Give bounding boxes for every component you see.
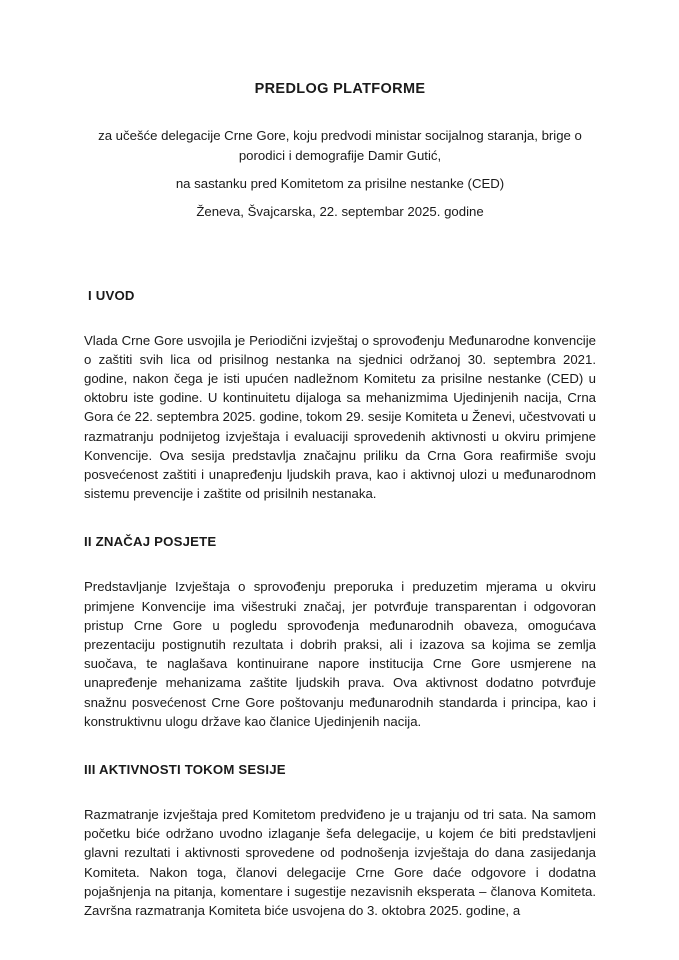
section-body-aktivnosti-tokom-sesije: Razmatranje izvještaja pred Komitetom predviđeno je u trajanju od tri sata. Na samom početku biće održano uvodno izlaganje šefa delegacije, u kojem će biti predstavljeni glavni rezultati i aktivnosti sprovedene od podnošenja izvještaja do dana zasijedanja Komiteta. Nakon toga, članovi delegacije Crne Gore daće odgovore i dodatna pojašnjenja na pitanja, komentare i sugestije nezavisnih eksperata – članova Komiteta. Završna razmatranja Komiteta biće usvojena do 3. oktobra 2025. godine, a [84,807,596,919]
document-title: PREDLOG PLATFORME [254,81,426,97]
section-body-uvod: Vlada Crne Gore usvojila je Periodični izvještaj o sprovođenju Međunarodne konvencije o zaštiti svih lica od prisilnog nestanka na sjednici održanoj 30. septembra 2021. godine, nakon čega je isti upućen nadležnom Komitetu za prisilne nestanke (CED) u oktobru iste godine. U kontinuitetu dijaloga sa mehanizmima Ujedinjenih nacija, Crna Gora će 22. septembra 2025. godine, tokom 29. sesije Komiteta u Ženevi, učestvovati u razmatranju podnijetog izvještaja i evaluaciji sprovedenih aktivnosti u okviru primjene Konvencije. Ova sesija predstavlja značajnu priliku da Crna Gora reafirmiše svoju posvećenost zaštiti i unapređenju ljudskih prava, kao i aktivnoj ulozi u međunarodnom sistemu prevencije i zaštite od prisilnih nestanaka. [84,332,596,502]
spacer-title-to-section-one [84,222,596,286]
section-heading-znacaj-posjete: II ZNAČAJ POSJETE [84,534,217,550]
section-heading-uvod: I UVOD [88,287,135,303]
spacer-heading-one-to-body [84,305,596,331]
section-heading-aktivnosti-tokom-sesije: III AKTIVNOSTI TOKOM SESIJE [84,762,286,778]
spacer-heading-three-to-body [84,779,596,805]
spacer-body-one-to-heading-two [84,503,596,532]
document-subtitle-block [84,126,596,222]
subtitle-line-meeting: na sastanku pred Komitetom za prisilne nestanke (CED) [175,175,505,191]
subtitle-line-delegation: za učešće delegacije Crne Gore, koju predvodi ministar socijalnog staranja, brige o porodici i demografije Damir Gutić, [98,127,582,163]
document-content [84,0,596,920]
spacer-heading-two-to-body [84,551,596,577]
section-body-znacaj-posjete: Predstavljanje Izvještaja o sprovođenju preporuka i preduzetim mjerama u okviru primjene Konvencije ima višestruki značaj, jer potvrđuje transparentan i odgovoran pristup Crne Gore u pogledu sprovođenja međunarodnih obaveza, omogućava prezentaciju postignutih rezultata i dobrih praksi, ali i izazova sa kojima se zemlja suočava, te naglašava kontinuirane napore institucija Crne Gore usmjerene na unapređenje mehanizama zaštite ljudskih prava. Ova aktivnost dodatno potvrđuje snažnu posvećenost Crne Gore poštovanju međunarodnih standarda i principa, kao i konstruktivnu ulogu države kao članice Ujedinjenih nacija. [84,579,596,729]
subtitle-line-location-date: Ženeva, Švajcarska, 22. septembar 2025. godine [196,203,484,219]
spacer-body-two-to-heading-three [84,731,596,760]
